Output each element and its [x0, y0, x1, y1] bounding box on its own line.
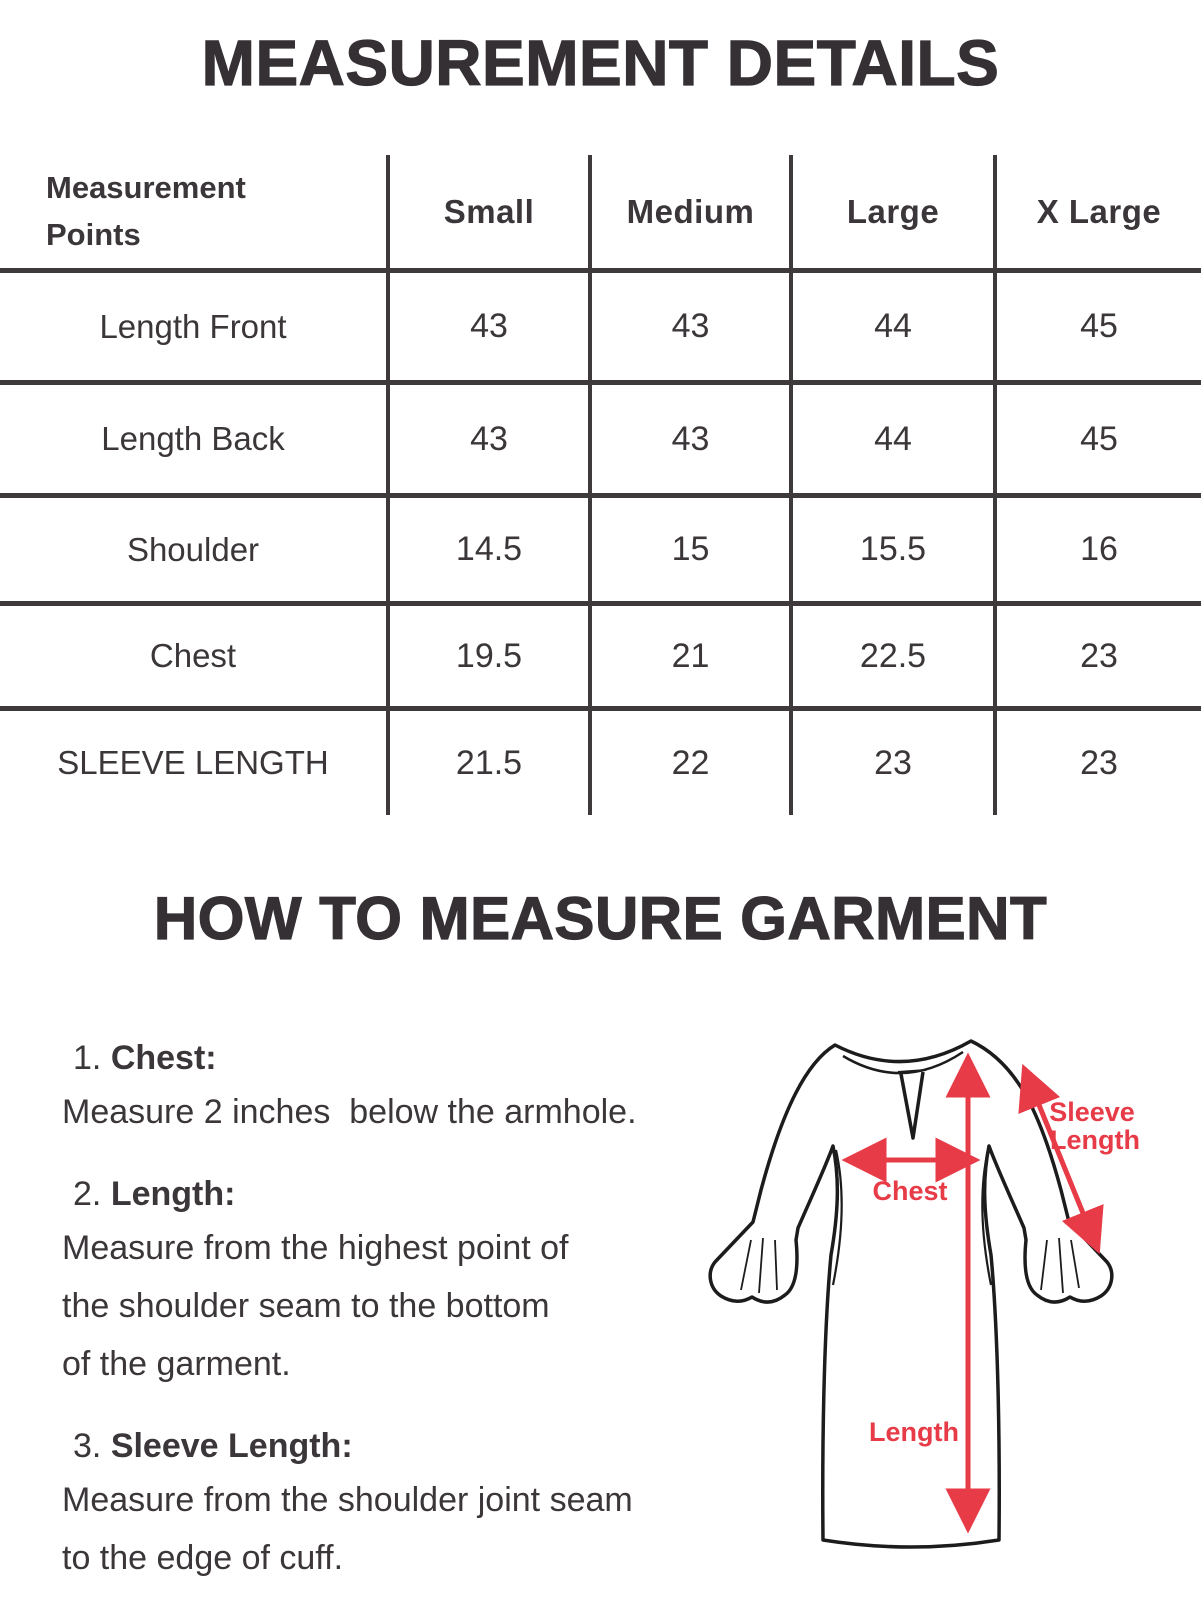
instruction-text: the shoulder seam to the bottom: [62, 1287, 550, 1325]
instruction-label: Chest:: [110, 1039, 217, 1077]
row-label: Length Back: [0, 385, 390, 493]
row-label: SLEEVE LENGTH: [0, 711, 390, 815]
chest-arrow-label: Chest: [872, 1176, 948, 1206]
table-row-length-back: [0, 385, 1201, 498]
instruction-text: of the garment.: [62, 1345, 291, 1383]
instruction-label: Length:: [110, 1175, 236, 1213]
instruction-sleeve-length: [62, 1421, 722, 1587]
instruction-label: Sleeve Length:: [110, 1427, 353, 1465]
cell-value: 43: [592, 385, 793, 493]
cell-value: 43: [390, 385, 592, 493]
row-label: Length Front: [0, 273, 390, 380]
cell-value: 44: [793, 385, 997, 493]
page-title: MEASUREMENT DETAILS: [201, 27, 1000, 99]
cell-value: 15.5: [793, 498, 997, 601]
cell-value: 19.5: [390, 606, 592, 706]
cell-value: 43: [592, 273, 793, 380]
cell-value: 16: [1080, 530, 1118, 568]
column-header-measurement-points: Measurement Points: [0, 155, 390, 268]
cell-value: 45: [1080, 307, 1118, 345]
instruction-heading: [62, 1169, 722, 1219]
column-header-medium: Medium: [592, 155, 793, 268]
instruction-text: to the edge of cuff.: [62, 1539, 344, 1577]
instruction-text: Measure 2 inches below the armhole.: [62, 1093, 637, 1131]
instruction-number: 2.: [73, 1175, 102, 1213]
length-arrow-label: Length: [869, 1417, 959, 1447]
instruction-length: [62, 1169, 722, 1393]
cell-value: 14.5: [390, 498, 592, 601]
cell-value: 23: [1080, 636, 1118, 675]
garment-diagram: [650, 1000, 1190, 1601]
cell-value: 22: [592, 711, 793, 815]
instruction-chest: [62, 1033, 722, 1141]
table-row-shoulder: [0, 498, 1201, 606]
instruction-heading: [62, 1033, 722, 1083]
section-title-how-to-measure: HOW TO MEASURE GARMENT: [153, 885, 1048, 952]
cell-value: 15: [592, 498, 793, 601]
table-row-length-front: [0, 273, 1201, 385]
column-header-x-large: X Large: [1036, 192, 1162, 230]
cell-value: 23: [793, 711, 997, 815]
instructions-list: [62, 1033, 722, 1601]
measurement-table: [0, 155, 1201, 815]
cell-value: 21.5: [390, 711, 592, 815]
table-row-chest: [0, 606, 1201, 711]
cell-value: 23: [1080, 743, 1118, 782]
instruction-text: Measure from the highest point of: [62, 1229, 569, 1267]
instruction-number: 1.: [73, 1039, 102, 1077]
cell-value: 44: [793, 273, 997, 380]
column-header-small: Small: [390, 155, 592, 268]
row-label: Shoulder: [0, 498, 390, 601]
cell-value: 22.5: [793, 606, 997, 706]
instruction-number: 3.: [73, 1427, 102, 1465]
sleeve-length-arrow-label-line1: Sleeve: [1049, 1097, 1135, 1127]
instruction-heading: [62, 1421, 722, 1471]
table-row-sleeve-length: [0, 711, 1201, 815]
row-label: Chest: [0, 606, 390, 706]
cell-value: 43: [390, 273, 592, 380]
column-header-large: Large: [793, 155, 997, 268]
sleeve-length-arrow-label-line2: Length: [1050, 1125, 1140, 1155]
instruction-text: Measure from the shoulder joint seam: [62, 1481, 633, 1519]
cell-value: 21: [592, 606, 793, 706]
cell-value: 45: [1080, 419, 1118, 458]
table-header-row: [0, 155, 1201, 273]
